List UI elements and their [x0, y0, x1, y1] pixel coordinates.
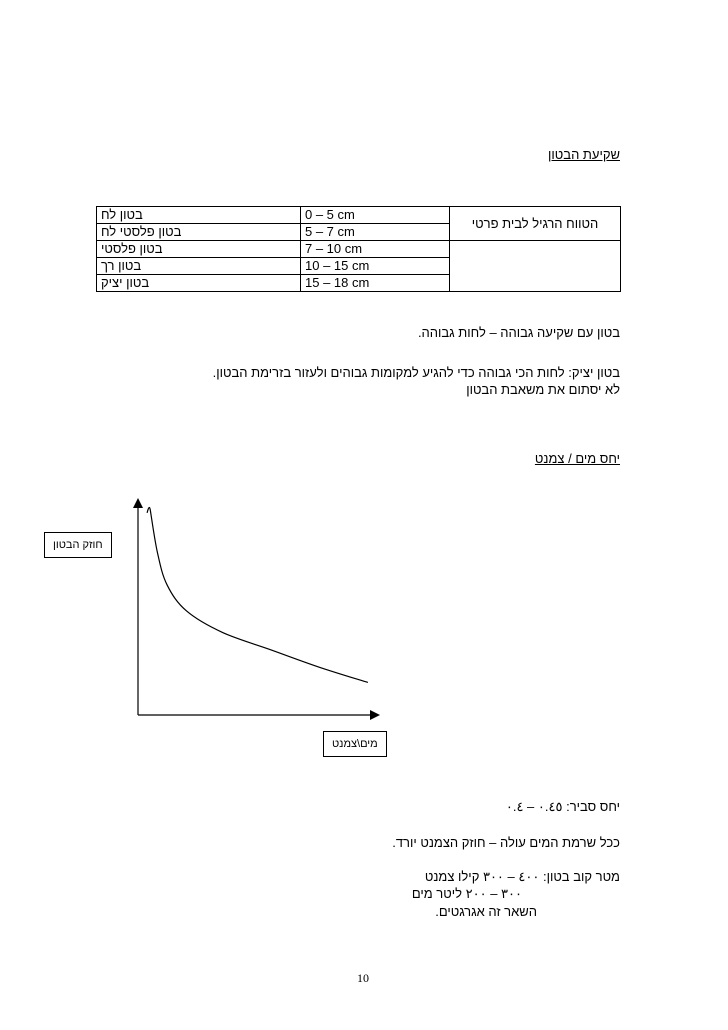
table-row [97, 207, 621, 224]
slump-table [96, 206, 621, 292]
ratio-line: יחס סביר: ٠.٤٥ – ٠.٤ [505, 799, 620, 814]
strength-curve [150, 509, 368, 683]
table-cell-type: בטון פלסטי [97, 241, 301, 258]
table-cell-type: בטון יציק [97, 275, 301, 292]
cube-line-1: מטר קוב בטון: ٤٠٠ – ٣٠٠ קילו צמנט [424, 869, 620, 884]
x-axis-label: מים\צמנט [323, 731, 387, 757]
table-cell-range: 5 – 7 cm [301, 224, 450, 241]
paragraph-pourable-line2: לא יסתום את משאבת הבטון [466, 382, 620, 397]
cube-line-2: ٣٠٠ – ٢٠٠ ליטר מים [411, 886, 522, 901]
paragraph-water-strength: ככל שרמת המים עולה – חוזק הצמנט יורד. [392, 835, 620, 850]
table-cell-type: בטון לח [97, 207, 301, 224]
table-cell-range: 10 – 15 cm [301, 258, 450, 275]
section-title-slump: שקיעת הבטון [548, 147, 620, 162]
y-axis-arrow [133, 498, 143, 508]
table-cell-range: 7 – 10 cm [301, 241, 450, 258]
y-axis-label: חוזק הבטון [44, 532, 112, 558]
paragraph-pourable-line1: בטון יציק: לחות הכי גבוהה כדי להגיע למקומות גבוהים ולעזור בזרימת הבטון. [212, 365, 620, 380]
x-axis-arrow [370, 710, 380, 720]
page-number: 10 [357, 971, 369, 985]
curve-hook [147, 508, 150, 513]
table-cell-merged: הטווח הרגיל לבית פרטי [450, 207, 621, 241]
table-cell-empty [450, 241, 621, 292]
table-cell-range: 0 – 5 cm [301, 207, 450, 224]
table-cell-type: בטון רך [97, 258, 301, 275]
table-row [97, 241, 621, 258]
cube-line-3: השאר זה אגרגטים. [435, 904, 537, 919]
table-cell-range: 15 – 18 cm [301, 275, 450, 292]
table-cell-type: בטון פלסטי לח [97, 224, 301, 241]
section-title-water-cement: יחס מים / צמנט [534, 451, 620, 466]
paragraph-high-slump: בטון עם שקיעה גבוהה – לחות גבוהה. [417, 325, 620, 340]
